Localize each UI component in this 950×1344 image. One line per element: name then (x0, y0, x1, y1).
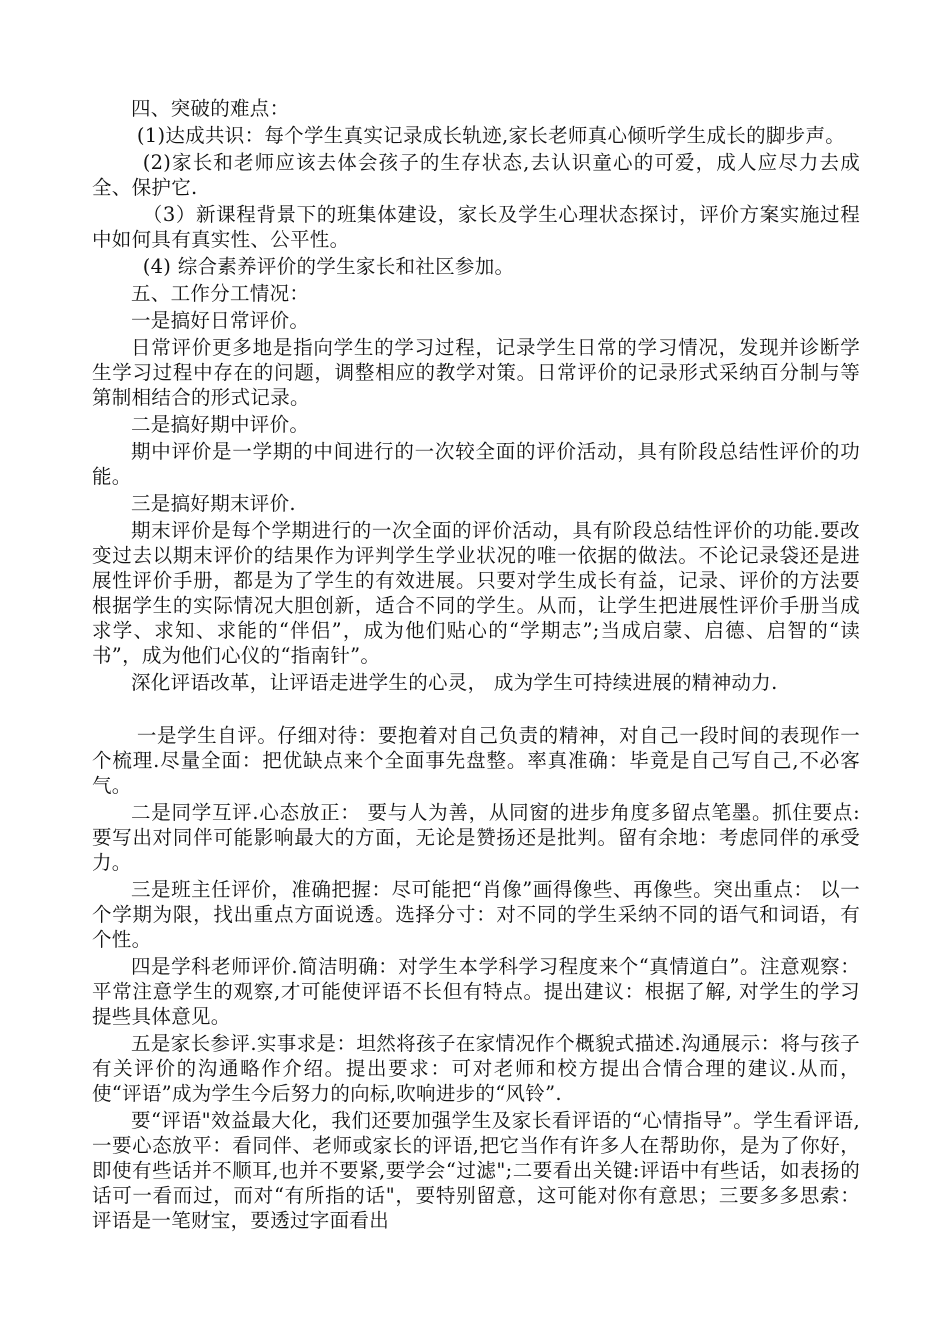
paragraph-midterm-evaluation: 期中评价是一学期的中间进行的一次较全面的评价活动，具有阶段总结性评价的功能。 (92, 440, 860, 488)
paragraph-difficulty-2: (2)家长和老师应该去体会孩子的生存状态,去认识童心的可爱，成人应尽力去成全、保护它. (92, 151, 860, 199)
paragraph-subject-teacher-evaluation: 四是学科老师评价.简洁明确：对学生本学科学习程度来个“真情道白”。注意观察：平常注意学生的观察,才可能使评语不长但有特点。提出建议：根据了解, 对学生的学习提些具体意见。 (92, 955, 860, 1028)
heading-work-division: 五、工作分工情况： (131, 282, 310, 305)
paragraph-peer-evaluation: 二是同学互评.心态放正： 要与人为善，从同窗的进步角度多留点笔墨。抓住要点: 要写出对同伴可能影响最大的方面，无论是赞扬还是批判。留有余地：考虑同伴的承受力。 (92, 801, 860, 874)
subheading-midterm-evaluation: 二是搞好期中评价。 (131, 413, 310, 436)
paragraph-teacher-evaluation: 三是班主任评价，准确把握：尽可能把“肖像”画得像些、再像些。突出重点： 以一个学期为限，找出重点方面说透。选择分寸：对不同的学生采纳不同的语气和词语，有个性。 (92, 878, 860, 951)
paragraph-difficulty-4: (4) 综合素养评价的学生家长和社区参加。 (142, 255, 515, 278)
paragraph-daily-evaluation: 日常评价更多地是指向学生的学习过程，记录学生日常的学习情况，发现并诊断学生学习过程中存在的问题，调整相应的教学对策。日常评价的记录形式采纳百分制与等第制相结合的形式记录。 (92, 336, 860, 409)
paragraph-difficulty-3: （3）新课程背景下的班集体建设，家长及学生心理状态探讨，评价方案实施过程中如何具有真实性、公平性。 (92, 203, 860, 251)
paragraph-parent-evaluation: 五是家长参评.实事求是：坦然将孩子在家情况作个概貌式描述.沟通展示：将与孩子有关评价的沟通略作介绍。提出要求：可对老师和校方提出合情合理的建议.从而，使“评语”成为学生今后努力的向标,吹响进步的“风铃”. (92, 1032, 860, 1105)
document-page (92, 96, 860, 1235)
paragraph-comment-reform: 深化评语改革，让评语走进学生的心灵， 成为学生可持续进展的精神动力. (131, 671, 778, 694)
subheading-final-evaluation: 三是搞好期末评价. (131, 492, 296, 515)
paragraph-final-evaluation: 期末评价是每个学期进行的一次全面的评价活动，具有阶段总结性评价的功能.要改变过去以期末评价的结果作为评判学生学业状况的唯一依据的做法。不论记录袋还是进展性评价手册，都是为了学生的有效进展。只要对学生成长有益，记录、评价的方法要根据学生的实际情况大胆创新，适合不同的学生。从而，让学生把进展性评价手册当成求学、求知、求能的“伴侣”，成为他们贴心的“学期志”;当成启蒙、启德、启智的“读书”，成为他们心仪的“指南针”。 (92, 519, 860, 667)
paragraph-self-evaluation: 一是学生自评。仔细对待：要抱着对自己负责的精神，对自己一段时间的表现作一个梳理.尽量全面：把优缺点来个全面事先盘整。率真准确：毕竟是自己写自己,不必客气。 (92, 724, 860, 797)
heading-difficulties: 四、突破的难点： (131, 97, 290, 120)
paragraph-difficulty-1: (1)达成共识：每个学生真实记录成长轨迹,家长老师真心倾听学生成长的脚步声。 (136, 124, 846, 147)
paragraph-gap (92, 697, 860, 723)
paragraph-reading-comments: 要“评语"效益最大化，我们还要加强学生及家长看评语的“心情指导”。学生看评语,一要心态放平：看同伴、老师或家长的评语,把它当作有许多人在帮助你，是为了你好，即使有些话并不顺耳,也并不要紧,要学会“过滤";二要看出关键:评语中有些话，如表扬的话可一看而过，而对“有所指的话"，要特别留意，这可能对你有意思；三要多多思索：评语是一笔财宝，要透过字面看出 (92, 1109, 860, 1232)
subheading-daily-evaluation: 一是搞好日常评价。 (131, 309, 310, 332)
